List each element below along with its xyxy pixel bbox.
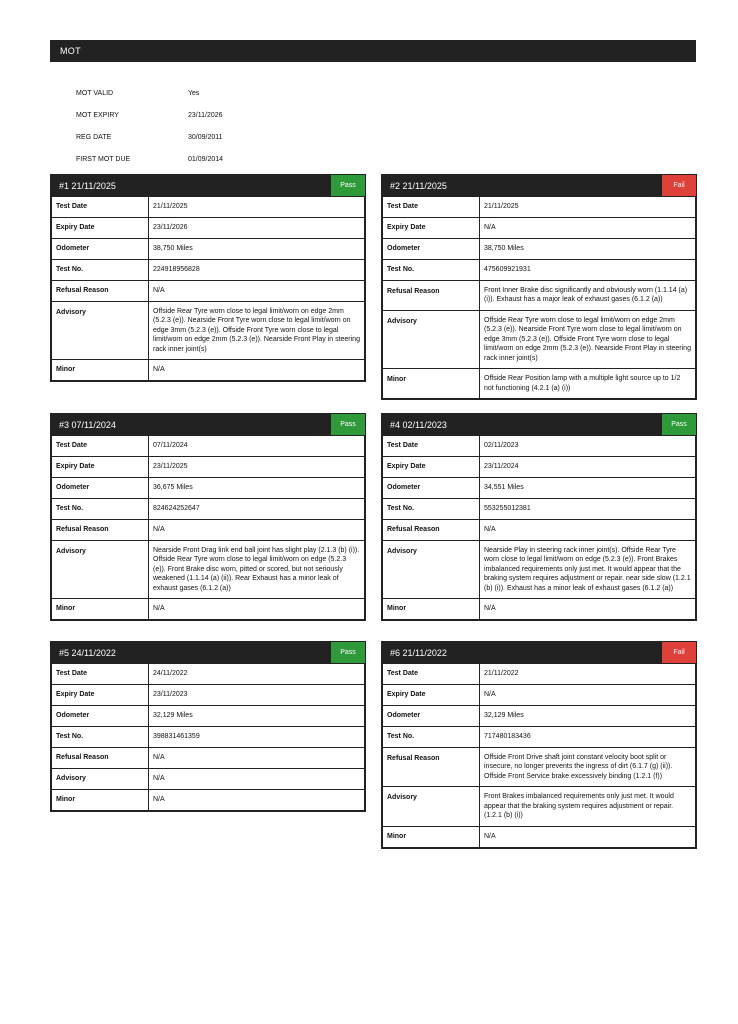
field-label: Minor bbox=[383, 599, 480, 620]
field-value: N/A bbox=[149, 790, 365, 811]
table-row-expiry-date bbox=[383, 685, 696, 706]
field-value: 398831461359 bbox=[149, 727, 365, 748]
table-row-test-no bbox=[383, 727, 696, 748]
field-value: 36,675 Miles bbox=[149, 478, 365, 499]
field-value: 23/11/2026 bbox=[149, 218, 365, 239]
field-label: Test No. bbox=[52, 727, 149, 748]
field-value: Front Brakes imbalanced requirements only just met. It would appear that the braking system requires adjustment or repair. (1.2.1 (b) (i)) bbox=[480, 787, 696, 826]
field-value: Offside Rear Tyre worn close to legal limit/worn on edge 2mm (5.2.3 (e)). Nearside Front Tyre worn close to legal limit/worn on edge 3mm (5.2.3 (e)). Offside Front Tyre worn close to legal limit/worn on edge 2mm (5.2.3 (e)). Nearside Front Play in steering rack inner joint(s) bbox=[480, 310, 696, 368]
field-label: Test No. bbox=[383, 727, 480, 748]
table-row-expiry-date bbox=[52, 218, 365, 239]
card-title: #2 21/11/2025 bbox=[390, 180, 447, 191]
table-row-refusal-reason bbox=[52, 281, 365, 302]
field-value: 717480183436 bbox=[480, 727, 696, 748]
table-row-odometer bbox=[383, 239, 696, 260]
field-label: Test No. bbox=[383, 260, 480, 281]
table-row-expiry-date bbox=[383, 218, 696, 239]
field-label: Advisory bbox=[383, 310, 480, 368]
summary-value: 01/09/2014 bbox=[188, 155, 224, 163]
table-row-odometer bbox=[383, 478, 696, 499]
table-row-expiry-date bbox=[52, 457, 365, 478]
summary-value: 30/09/2011 bbox=[188, 133, 223, 141]
summary-row-first-mot-due bbox=[76, 148, 288, 170]
section-title: MOT bbox=[60, 46, 81, 56]
card-header bbox=[382, 642, 696, 663]
summary-label: MOT EXPIRY bbox=[76, 111, 119, 119]
table-row-test-date bbox=[52, 436, 365, 457]
field-label: Test Date bbox=[383, 197, 480, 218]
field-value: N/A bbox=[149, 281, 365, 302]
field-label: Expiry Date bbox=[383, 685, 480, 706]
field-value: 38,750 Miles bbox=[149, 239, 365, 260]
table-row-test-date bbox=[383, 197, 696, 218]
table-row-test-date bbox=[383, 436, 696, 457]
field-value: 21/11/2022 bbox=[480, 664, 696, 685]
test-details-table bbox=[51, 196, 365, 381]
card-header bbox=[382, 175, 696, 196]
table-row-expiry-date bbox=[383, 457, 696, 478]
field-value: 23/11/2025 bbox=[149, 457, 365, 478]
field-value: 224918956828 bbox=[149, 260, 365, 281]
mot-test-card-4 bbox=[381, 413, 697, 621]
field-label: Test No. bbox=[52, 499, 149, 520]
table-row-minor bbox=[383, 826, 696, 847]
test-details-table bbox=[382, 435, 696, 620]
table-row-minor bbox=[383, 599, 696, 620]
result-badge: Fail bbox=[662, 175, 696, 196]
field-value: 475609921931 bbox=[480, 260, 696, 281]
field-label: Test Date bbox=[52, 436, 149, 457]
field-label: Expiry Date bbox=[52, 218, 149, 239]
field-value: 23/11/2024 bbox=[480, 457, 696, 478]
table-row-minor bbox=[52, 599, 365, 620]
field-label: Minor bbox=[52, 790, 149, 811]
field-value: Offside Rear Position lamp with a multiple light source up to 1/2 not functioning (4.2.1 (a) (i)) bbox=[480, 369, 696, 399]
field-label: Test Date bbox=[52, 664, 149, 685]
test-details-table bbox=[382, 663, 696, 848]
table-row-test-date bbox=[383, 664, 696, 685]
field-label: Refusal Reason bbox=[383, 748, 480, 787]
mot-test-card-6 bbox=[381, 641, 697, 849]
card-title: #6 21/11/2022 bbox=[390, 647, 447, 658]
field-value: 34,551 Miles bbox=[480, 478, 696, 499]
field-label: Refusal Reason bbox=[383, 520, 480, 541]
table-row-advisory bbox=[52, 541, 365, 599]
field-label: Advisory bbox=[383, 787, 480, 826]
mot-test-card-5 bbox=[50, 641, 366, 812]
field-label: Advisory bbox=[52, 769, 149, 790]
field-label: Odometer bbox=[52, 478, 149, 499]
field-label: Expiry Date bbox=[383, 457, 480, 478]
field-value: 824624252647 bbox=[149, 499, 365, 520]
result-badge: Pass bbox=[662, 414, 696, 435]
card-header bbox=[51, 642, 365, 663]
table-row-test-no bbox=[52, 499, 365, 520]
field-label: Test No. bbox=[52, 260, 149, 281]
field-label: Expiry Date bbox=[52, 685, 149, 706]
field-label: Odometer bbox=[52, 706, 149, 727]
field-label: Minor bbox=[52, 599, 149, 620]
field-label: Test No. bbox=[383, 499, 480, 520]
summary-label: MOT VALID bbox=[76, 89, 114, 97]
field-label: Refusal Reason bbox=[52, 520, 149, 541]
summary-row-mot-valid bbox=[76, 82, 288, 104]
summary-row-mot-expiry bbox=[76, 104, 288, 126]
field-label: Odometer bbox=[52, 239, 149, 260]
field-value: 32,129 Miles bbox=[149, 706, 365, 727]
summary-label: REG DATE bbox=[76, 133, 112, 141]
table-row-refusal-reason bbox=[52, 520, 365, 541]
field-value: N/A bbox=[480, 218, 696, 239]
test-details-table bbox=[382, 196, 696, 399]
card-title: #5 24/11/2022 bbox=[59, 647, 116, 658]
result-badge: Pass bbox=[331, 642, 365, 663]
field-label: Refusal Reason bbox=[52, 281, 149, 302]
field-value: N/A bbox=[480, 685, 696, 706]
field-value: 38,750 Miles bbox=[480, 239, 696, 260]
summary-value: Yes bbox=[188, 89, 200, 97]
field-value: 553255012381 bbox=[480, 499, 696, 520]
field-label: Minor bbox=[52, 360, 149, 381]
field-label: Advisory bbox=[52, 541, 149, 599]
card-title: #3 07/11/2024 bbox=[59, 419, 116, 430]
section-header bbox=[50, 40, 696, 62]
result-badge: Fail bbox=[662, 642, 696, 663]
table-row-advisory bbox=[52, 302, 365, 360]
field-label: Expiry Date bbox=[52, 457, 149, 478]
field-value: N/A bbox=[149, 520, 365, 541]
table-row-test-no bbox=[52, 260, 365, 281]
table-row-test-date bbox=[52, 664, 365, 685]
field-value: Nearside Play in steering rack inner joint(s). Offside Rear Tyre worn close to legal limit/worn on edge (5.2.3 (e)). Front Brakes imbalanced requirements only just met. It would appear that the braking system requires adjustment or repair. near side slow (1.2.1 (b) (i)). Exhaust has a minor leak of exhaust gases (6.1.2 (a)) bbox=[480, 541, 696, 599]
table-row-refusal-reason bbox=[383, 520, 696, 541]
table-row-odometer bbox=[52, 706, 365, 727]
table-row-odometer bbox=[52, 478, 365, 499]
field-value: N/A bbox=[480, 520, 696, 541]
table-row-odometer bbox=[383, 706, 696, 727]
summary-label: FIRST MOT DUE bbox=[76, 155, 131, 163]
field-label: Test Date bbox=[383, 436, 480, 457]
table-row-advisory bbox=[383, 787, 696, 826]
table-row-expiry-date bbox=[52, 685, 365, 706]
field-value: 21/11/2025 bbox=[149, 197, 365, 218]
mot-test-card-1 bbox=[50, 174, 366, 382]
result-badge: Pass bbox=[331, 175, 365, 196]
field-label: Refusal Reason bbox=[52, 748, 149, 769]
mot-test-card-3 bbox=[50, 413, 366, 621]
field-value: Offside Rear Tyre worn close to legal limit/worn on edge 2mm (5.2.3 (e)). Nearside Front Tyre worn close to legal limit/worn on edge 3mm (5.2.3 (e)). Offside Front Tyre worn close to legal limit/worn on edge 2mm (5.2.3 (e)). Nearside Front Play in steering rack inner joint(s) bbox=[149, 302, 365, 360]
field-value: Nearside Front Drag link end ball joint has slight play (2.1.3 (b) (i)). Offside Rear Tyre worn close to legal limit/worn on edge (5.2.3 (e)). Front Brake disc worn, pitted or scored, but not seriously weakened (1.1.14 (a) (ii)). Rear Exhaust has a minor leak of exhaust gases (6.1.2 (a)) bbox=[149, 541, 365, 599]
field-value: N/A bbox=[480, 826, 696, 847]
field-value: 07/11/2024 bbox=[149, 436, 365, 457]
field-label: Odometer bbox=[383, 706, 480, 727]
field-value: 21/11/2025 bbox=[480, 197, 696, 218]
table-row-minor bbox=[52, 790, 365, 811]
field-label: Advisory bbox=[52, 302, 149, 360]
summary-value: 23/11/2026 bbox=[188, 111, 223, 119]
table-row-test-no bbox=[383, 499, 696, 520]
mot-test-card-2 bbox=[381, 174, 697, 400]
card-header bbox=[51, 414, 365, 435]
field-label: Minor bbox=[383, 369, 480, 399]
field-value: Offside Front Drive shaft joint constant velocity boot split or insecure, no longer prevents the ingress of dirt (6.1.7 (g) (ii)). Offside Front Service brake excessively binding (1.2.1 (f)) bbox=[480, 748, 696, 787]
field-value: 32,129 Miles bbox=[480, 706, 696, 727]
field-label: Expiry Date bbox=[383, 218, 480, 239]
field-label: Minor bbox=[383, 826, 480, 847]
table-row-refusal-reason bbox=[383, 748, 696, 787]
field-value: N/A bbox=[480, 599, 696, 620]
result-badge: Pass bbox=[331, 414, 365, 435]
table-row-minor bbox=[383, 369, 696, 399]
test-details-table bbox=[51, 663, 365, 811]
table-row-test-date bbox=[52, 197, 365, 218]
field-label: Odometer bbox=[383, 239, 480, 260]
table-row-odometer bbox=[52, 239, 365, 260]
field-label: Test Date bbox=[383, 664, 480, 685]
card-header bbox=[382, 414, 696, 435]
table-row-minor bbox=[52, 360, 365, 381]
field-value: N/A bbox=[149, 769, 365, 790]
field-label: Test Date bbox=[52, 197, 149, 218]
field-value: N/A bbox=[149, 360, 365, 381]
field-value: 02/11/2023 bbox=[480, 436, 696, 457]
mot-summary bbox=[76, 82, 288, 170]
field-label: Advisory bbox=[383, 541, 480, 599]
field-value: N/A bbox=[149, 599, 365, 620]
field-label: Odometer bbox=[383, 478, 480, 499]
table-row-advisory bbox=[52, 769, 365, 790]
field-value: 23/11/2023 bbox=[149, 685, 365, 706]
field-value: N/A bbox=[149, 748, 365, 769]
table-row-advisory bbox=[383, 310, 696, 368]
table-row-advisory bbox=[383, 541, 696, 599]
summary-row-reg-date bbox=[76, 126, 288, 148]
table-row-refusal-reason bbox=[383, 281, 696, 311]
field-label: Refusal Reason bbox=[383, 281, 480, 311]
field-value: 24/11/2022 bbox=[149, 664, 365, 685]
table-row-test-no bbox=[52, 727, 365, 748]
table-row-refusal-reason bbox=[52, 748, 365, 769]
field-value: Front Inner Brake disc significantly and obviously worn (1.1.14 (a) (i)). Exhaust has a major leak of exhaust gases (6.1.2 (a)) bbox=[480, 281, 696, 311]
table-row-test-no bbox=[383, 260, 696, 281]
card-header bbox=[51, 175, 365, 196]
card-title: #4 02/11/2023 bbox=[390, 419, 447, 430]
test-details-table bbox=[51, 435, 365, 620]
card-title: #1 21/11/2025 bbox=[59, 180, 116, 191]
